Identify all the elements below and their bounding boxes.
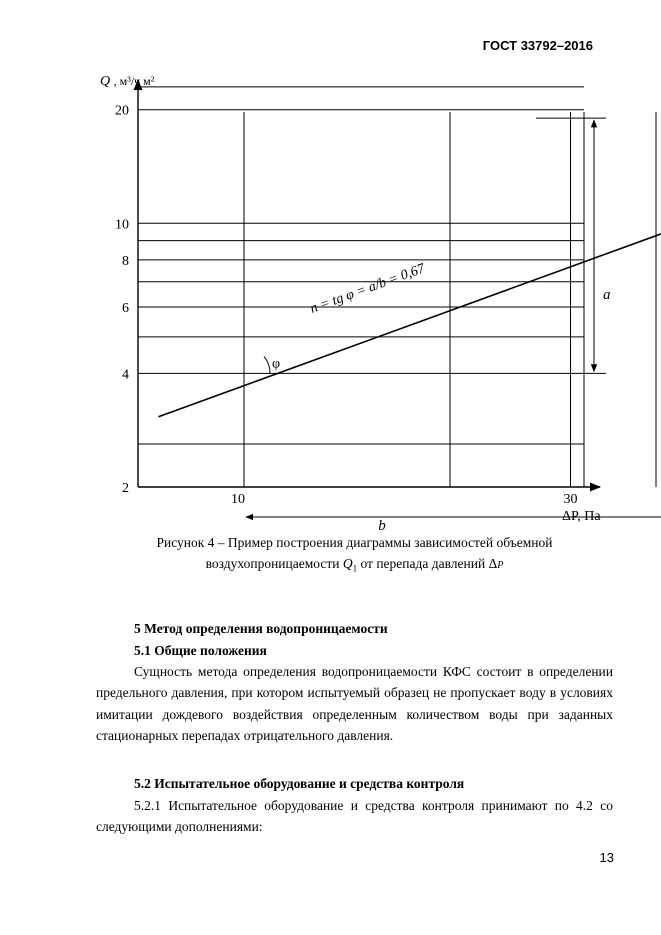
y-tick-label: 4	[122, 367, 129, 383]
tick-labels	[100, 74, 661, 524]
caption-q: Q	[342, 556, 353, 571]
y-tick-label: 10	[115, 217, 129, 233]
grid-lines	[138, 87, 661, 487]
angle-arc	[264, 356, 270, 373]
section-5-2-heading: 5.2 Испытательное оборудование и средства контроля	[134, 776, 465, 791]
annotations	[246, 118, 661, 530]
page-number: 13	[599, 850, 614, 865]
caption-q-sub: 1	[352, 563, 358, 574]
x-tick-label: 10	[231, 492, 246, 507]
caption-line-1: Рисунок 4 – Пример построения диаграммы зависимостей объемной	[156, 535, 553, 550]
dim-a-label: a	[603, 287, 611, 303]
y-tick-label: 6	[122, 301, 129, 316]
y-axis-label: Q , м³/ч м²	[100, 74, 155, 89]
series	[159, 79, 661, 417]
line-equation-label: n = tg φ = a/b = 0,67	[308, 261, 427, 317]
caption-line-2	[96, 553, 613, 580]
section-5-2-text: 5.2.1 Испытательное оборудование и средства контроля принимают по 4.2 со следующими дополнениями:	[96, 798, 613, 835]
document-code: ГОСТ 33792–2016	[482, 38, 593, 53]
caption-p: P	[497, 560, 504, 571]
angle-label: φ	[272, 356, 281, 372]
x-tick-label: 30	[563, 492, 578, 507]
figure-caption	[96, 532, 613, 580]
y-tick-label: 2	[122, 481, 129, 496]
x-axis-label: ΔP, Па	[562, 509, 601, 524]
series-line	[159, 79, 661, 417]
section-5-1-text: Сущность метода определения водопроницаемости КФС состоит в определении предельного давления, при котором испытуемый образец не пропускает воду в условиях имитации дождевого воздействия определенным количеством воды при заданных стационарных перепадах отрицательного давления.	[96, 664, 613, 743]
y-tick-label: 8	[122, 253, 129, 269]
section-5-heading: 5 Метод определения водопроницаемости	[134, 621, 388, 636]
caption-prefix: воздухопроницаемости	[205, 556, 340, 571]
y-tick-label: 20	[115, 103, 129, 119]
section-5-1-heading: 5.1 Общие положения	[134, 643, 267, 658]
dim-b-label: b	[378, 518, 386, 530]
caption-suffix: от перепада давлений Δ	[357, 556, 498, 571]
